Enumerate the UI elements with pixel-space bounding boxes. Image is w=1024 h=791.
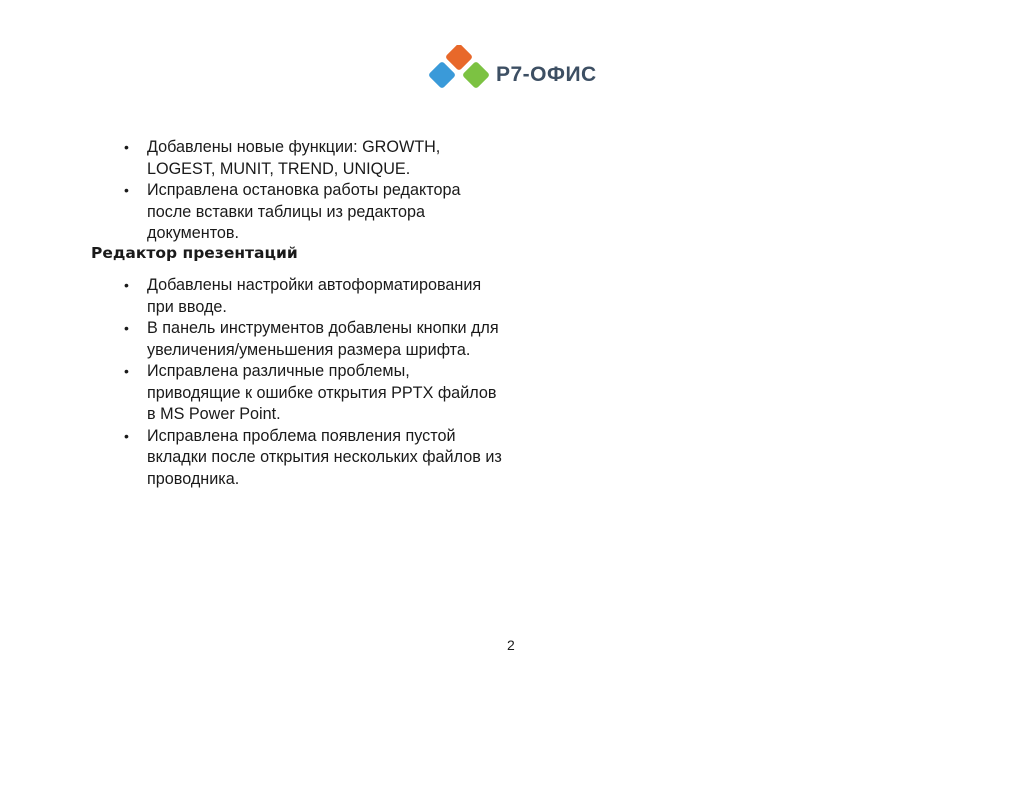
list-item-text: Исправлена остановка работы редактора после вставки таблицы из редактора документов. — [147, 181, 461, 242]
logo-orange-diamond — [445, 45, 473, 71]
section-heading: Редактор презентаций — [91, 244, 298, 262]
bullet-icon: • — [124, 363, 129, 379]
list-item — [124, 275, 504, 318]
bullet-icon: • — [124, 427, 129, 444]
logo-text: Р7-ОФИС — [496, 63, 597, 86]
list-item — [124, 137, 504, 180]
list-item-text: Добавлены новые функции: GROWTH, LOGEST, MUNIT, TREND, UNIQUE. — [147, 138, 441, 178]
list-item-text: Исправлена проблема появления пустой вкладки после открытия нескольких файлов из проводника. — [147, 426, 502, 488]
list-item — [124, 318, 504, 361]
bullet-icon: • — [124, 139, 129, 155]
feature-list-presentation — [124, 275, 504, 490]
bullet-icon: • — [124, 182, 129, 198]
list-item-text: В панель инструментов добавлены кнопки для увеличения/уменьшения размера шрифта. — [147, 319, 499, 359]
logo-blue-diamond — [428, 61, 456, 89]
logo-green-diamond — [462, 61, 490, 89]
list-item — [124, 426, 504, 491]
logo-diamonds-icon — [424, 45, 490, 101]
list-item — [124, 180, 504, 245]
list-item — [124, 361, 504, 426]
list-item-text: Исправлена различные проблемы, приводящие к ошибке открытия PPTX файлов в MS Power Point. — [147, 362, 497, 423]
bullet-icon: • — [124, 320, 129, 336]
list-item-text: Добавлены настройки автоформатирования при вводе. — [147, 276, 482, 316]
bullet-icon: • — [124, 277, 129, 293]
r7-office-logo — [424, 42, 608, 104]
page-number: 2 — [507, 637, 515, 653]
feature-list-spreadsheet — [124, 137, 504, 245]
